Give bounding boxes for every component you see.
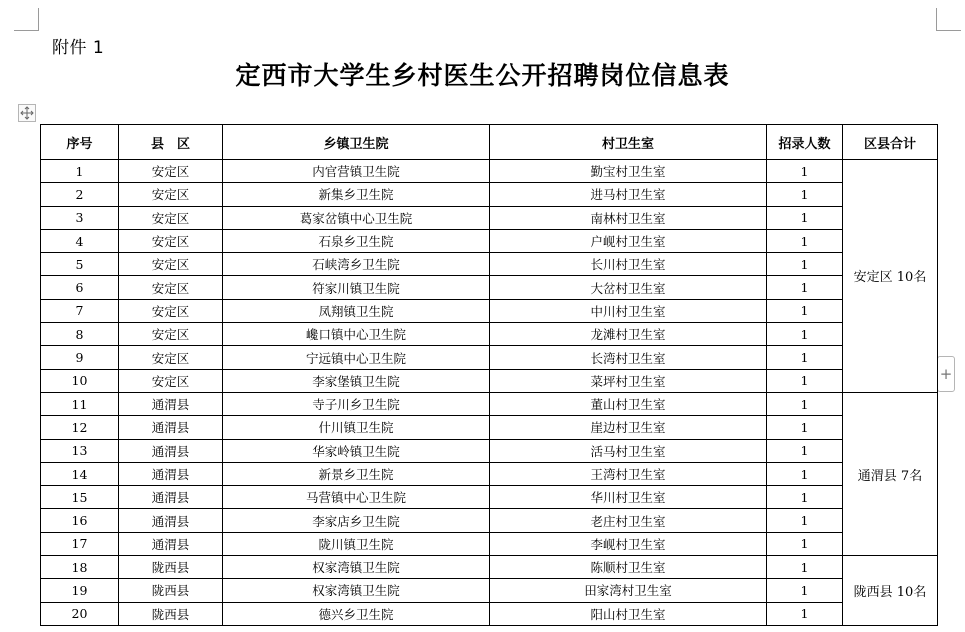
cell-county: 安定区 — [119, 276, 223, 299]
table-row — [41, 392, 938, 415]
attachment-label: 附件 1 — [52, 38, 105, 58]
cell-county: 陇西县 — [119, 579, 223, 602]
table-row — [41, 229, 938, 252]
table-row — [41, 206, 938, 229]
cell-county-total: 通渭县 7名 — [843, 392, 938, 555]
move-arrows-icon — [20, 106, 34, 120]
cell-no: 11 — [41, 392, 119, 415]
document-title: 定西市大学生乡村医生公开招聘岗位信息表 — [235, 61, 730, 90]
cell-no: 10 — [41, 369, 119, 392]
cell-county: 通渭县 — [119, 416, 223, 439]
cell-no: 7 — [41, 299, 119, 322]
cell-village: 阳山村卫生室 — [490, 602, 767, 625]
cell-township: 陇川镇卫生院 — [223, 532, 490, 555]
cell-village: 长川村卫生室 — [490, 253, 767, 276]
cell-county: 安定区 — [119, 206, 223, 229]
cell-county: 安定区 — [119, 346, 223, 369]
cell-village: 崖边村卫生室 — [490, 416, 767, 439]
header-total: 区县合计 — [843, 125, 938, 160]
cell-count: 1 — [767, 416, 843, 439]
cell-no: 14 — [41, 462, 119, 485]
cell-no: 13 — [41, 439, 119, 462]
cell-no: 18 — [41, 556, 119, 579]
cell-village: 田家湾村卫生室 — [490, 579, 767, 602]
cell-count: 1 — [767, 206, 843, 229]
cell-county: 陇西县 — [119, 602, 223, 625]
cell-no: 12 — [41, 416, 119, 439]
cell-township: 凤翔镇卫生院 — [223, 299, 490, 322]
cell-township: 符家川镇卫生院 — [223, 276, 490, 299]
cell-county-total: 安定区 10名 — [843, 160, 938, 393]
crop-mark-top-left — [14, 8, 39, 31]
cell-county: 通渭县 — [119, 486, 223, 509]
cell-village: 户岘村卫生室 — [490, 229, 767, 252]
cell-no: 6 — [41, 276, 119, 299]
table-row — [41, 299, 938, 322]
cell-county: 安定区 — [119, 160, 223, 183]
cell-count: 1 — [767, 323, 843, 346]
table-row — [41, 183, 938, 206]
table-row — [41, 532, 938, 555]
cell-count: 1 — [767, 439, 843, 462]
cell-count: 1 — [767, 532, 843, 555]
cell-no: 5 — [41, 253, 119, 276]
cell-township: 马营镇中心卫生院 — [223, 486, 490, 509]
cell-county: 安定区 — [119, 229, 223, 252]
table-row — [41, 346, 938, 369]
cell-count: 1 — [767, 276, 843, 299]
cell-no: 16 — [41, 509, 119, 532]
cell-village: 进马村卫生室 — [490, 183, 767, 206]
cell-county: 安定区 — [119, 183, 223, 206]
header-village: 村卫生室 — [490, 125, 767, 160]
cell-county: 通渭县 — [119, 392, 223, 415]
cell-county: 安定区 — [119, 369, 223, 392]
cell-no: 2 — [41, 183, 119, 206]
cell-county-total: 陇西县 10名 — [843, 556, 938, 626]
recruitment-table — [40, 124, 938, 626]
cell-no: 3 — [41, 206, 119, 229]
table-row — [41, 276, 938, 299]
cell-no: 15 — [41, 486, 119, 509]
cell-count: 1 — [767, 509, 843, 532]
header-township: 乡镇卫生院 — [223, 125, 490, 160]
table-row — [41, 509, 938, 532]
cell-township: 内官营镇卫生院 — [223, 160, 490, 183]
cell-county: 通渭县 — [119, 439, 223, 462]
cell-count: 1 — [767, 229, 843, 252]
header-county: 县 区 — [119, 125, 223, 160]
cell-village: 活马村卫生室 — [490, 439, 767, 462]
table-row — [41, 323, 938, 346]
header-no: 序号 — [41, 125, 119, 160]
cell-count: 1 — [767, 369, 843, 392]
cell-county: 通渭县 — [119, 462, 223, 485]
cell-village: 老庄村卫生室 — [490, 509, 767, 532]
cell-count: 1 — [767, 253, 843, 276]
cell-village: 李岘村卫生室 — [490, 532, 767, 555]
table-row — [41, 253, 938, 276]
table-row — [41, 462, 938, 485]
cell-count: 1 — [767, 579, 843, 602]
table-move-handle[interactable] — [18, 104, 36, 122]
cell-no: 4 — [41, 229, 119, 252]
cell-count: 1 — [767, 346, 843, 369]
cell-township: 权家湾镇卫生院 — [223, 579, 490, 602]
cell-township: 寺子川乡卫生院 — [223, 392, 490, 415]
table-row — [41, 416, 938, 439]
cell-count: 1 — [767, 486, 843, 509]
cell-no: 20 — [41, 602, 119, 625]
cell-township: 权家湾镇卫生院 — [223, 556, 490, 579]
cell-township: 什川镇卫生院 — [223, 416, 490, 439]
cell-count: 1 — [767, 183, 843, 206]
cell-village: 大岔村卫生室 — [490, 276, 767, 299]
cell-township: 新景乡卫生院 — [223, 462, 490, 485]
cell-township: 新集乡卫生院 — [223, 183, 490, 206]
cell-count: 1 — [767, 160, 843, 183]
cell-township: 葛家岔镇中心卫生院 — [223, 206, 490, 229]
cell-township: 巉口镇中心卫生院 — [223, 323, 490, 346]
cell-township: 石峡湾乡卫生院 — [223, 253, 490, 276]
cell-count: 1 — [767, 299, 843, 322]
cell-village: 长湾村卫生室 — [490, 346, 767, 369]
table-row — [41, 369, 938, 392]
table-row — [41, 556, 938, 579]
cell-village: 南林村卫生室 — [490, 206, 767, 229]
table-row — [41, 602, 938, 625]
table-row — [41, 579, 938, 602]
cell-township: 李家店乡卫生院 — [223, 509, 490, 532]
cell-county: 通渭县 — [119, 532, 223, 555]
add-row-button[interactable] — [937, 356, 955, 392]
cell-village: 菜坪村卫生室 — [490, 369, 767, 392]
cell-no: 1 — [41, 160, 119, 183]
cell-count: 1 — [767, 602, 843, 625]
table-row — [41, 160, 938, 183]
cell-county: 陇西县 — [119, 556, 223, 579]
cell-county: 安定区 — [119, 253, 223, 276]
cell-village: 陈顺村卫生室 — [490, 556, 767, 579]
cell-count: 1 — [767, 392, 843, 415]
table-header-row — [41, 125, 938, 160]
cell-village: 董山村卫生室 — [490, 392, 767, 415]
cell-village: 中川村卫生室 — [490, 299, 767, 322]
cell-no: 17 — [41, 532, 119, 555]
table-row — [41, 439, 938, 462]
cell-township: 宁远镇中心卫生院 — [223, 346, 490, 369]
header-count: 招录人数 — [767, 125, 843, 160]
cell-county: 安定区 — [119, 323, 223, 346]
cell-village: 龙滩村卫生室 — [490, 323, 767, 346]
cell-village: 王湾村卫生室 — [490, 462, 767, 485]
cell-county: 通渭县 — [119, 509, 223, 532]
table-row — [41, 486, 938, 509]
cell-township: 石泉乡卫生院 — [223, 229, 490, 252]
cell-village: 勤宝村卫生室 — [490, 160, 767, 183]
cell-township: 李家堡镇卫生院 — [223, 369, 490, 392]
cell-count: 1 — [767, 462, 843, 485]
crop-mark-top-right — [936, 8, 961, 31]
cell-no: 19 — [41, 579, 119, 602]
cell-township: 德兴乡卫生院 — [223, 602, 490, 625]
cell-township: 华家岭镇卫生院 — [223, 439, 490, 462]
cell-no: 8 — [41, 323, 119, 346]
cell-county: 安定区 — [119, 299, 223, 322]
cell-count: 1 — [767, 556, 843, 579]
cell-no: 9 — [41, 346, 119, 369]
plus-icon: + — [939, 365, 953, 383]
cell-village: 华川村卫生室 — [490, 486, 767, 509]
